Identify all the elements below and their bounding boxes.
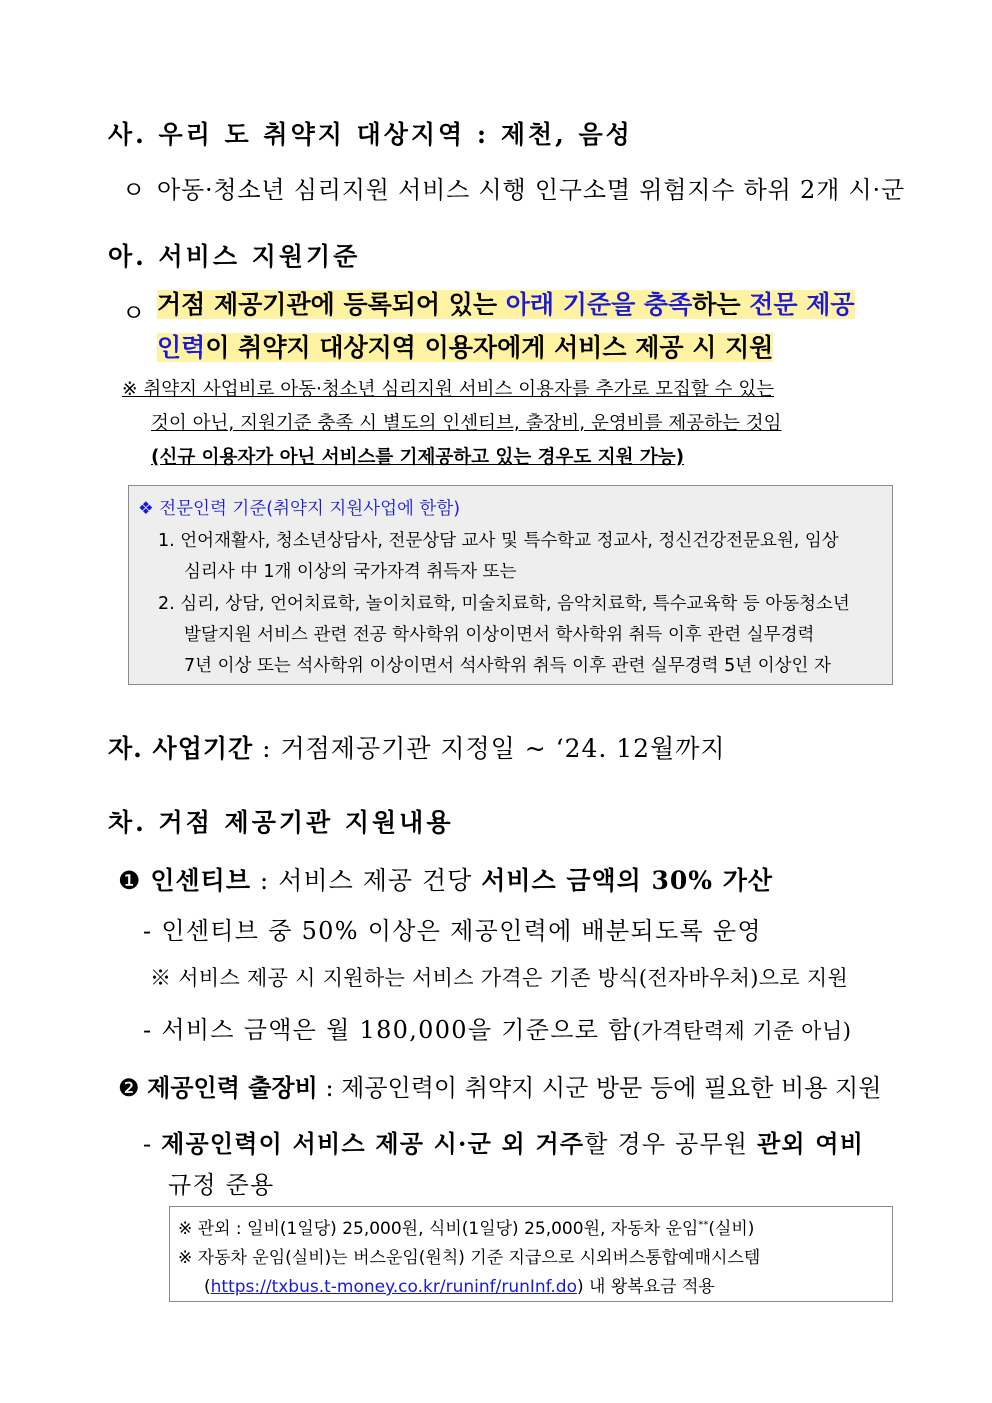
section-cha-heading: 차. 거점 제공기관 지원내용 xyxy=(108,808,454,837)
section-a-heading: 아. 서비스 지원기준 xyxy=(108,242,361,271)
support-1-note: ※ 서비스 제공 시 지원하는 서비스 가격은 기존 방식(전자바우처)으로 지원 xyxy=(150,966,849,990)
expert-item-1-line-1: 1. 언어재활사, 청소년상담사, 전문상담 교사 및 특수학교 정교사, 정신건강전문요원, 임상 xyxy=(158,531,839,551)
criteria-note-line-3: (신규 이용자가 아닌 서비스를 기제공하고 있는 경우도 지원 가능) xyxy=(151,447,685,468)
expert-item-2-line-3: 7년 이상 또는 석사학위 이상이면서 석사학위 취득 이후 관련 실무경력 5년 이상인 자 xyxy=(184,656,831,676)
expert-item-1-line-2: 심리사 中 1개 이상의 국가자격 취득자 또는 xyxy=(184,562,517,582)
support-1-detail-1: - 인센티브 중 50% 이상은 제공인력에 배분되도록 운영 xyxy=(143,917,762,945)
bus-reservation-link[interactable]: https://txbus.t-money.co.kr/runinf/runInf.do xyxy=(210,1277,577,1297)
expert-criteria-title: ❖ 전문인력 기준(취약지 지원사업에 한함) xyxy=(138,499,461,519)
travel-expense-box xyxy=(169,1206,893,1302)
support-2-detail-1: - 제공인력이 서비스 제공 시·군 외 거주할 경우 공무원 관외 여비 xyxy=(143,1129,865,1158)
expert-criteria-box xyxy=(128,485,893,685)
criteria-note-line-2: 것이 아닌, 지원기준 충족 시 별도의 인센티브, 출장비, 운영비를 제공하는 것임 xyxy=(151,413,782,434)
section-sa-heading: 사. 우리 도 취약지 대상지역 : 제천, 음성 xyxy=(108,120,633,149)
support-2-detail-1-line-2: 규정 준용 xyxy=(168,1171,275,1199)
travel-expense-line-1: ※ 관외 : 일비(1일당) 25,000원, 식비(1일당) 25,000원, 자동차 운임**(실비) xyxy=(178,1219,755,1239)
travel-expense-line-3: (https://txbus.t-money.co.kr/runinf/runInf.do) 내 왕복요금 적용 xyxy=(204,1277,715,1297)
section-a-bullet: ㅇ xyxy=(122,299,146,327)
support-1-detail-2: - 서비스 금액은 월 180,000을 기준으로 함(가격탄력제 기준 아님) xyxy=(143,1016,852,1044)
criteria-line-2: 인력이 취약지 대상지역 이용자에게 서비스 제공 시 지원 xyxy=(157,333,774,362)
expert-item-2-line-2: 발달지원 서비스 관련 전공 학사학위 이상이면서 학사학위 취득 이후 관련 실무경력 xyxy=(184,625,815,645)
travel-expense-line-2: ※ 자동차 운임(실비)는 버스운임(원칙) 기준 지급으로 시외버스통합예매시스템 xyxy=(178,1248,761,1268)
criteria-line-1: 거점 제공기관에 등록되어 있는 아래 기준을 충족하는 전문 제공 xyxy=(157,290,855,319)
criteria-note-line-1: ※ 취약지 사업비로 아동·청소년 심리지원 서비스 이용자를 추가로 모집할 수 있는 xyxy=(122,379,775,400)
section-sa-line: 아동·청소년 심리지원 서비스 시행 인구소멸 위험지수 하위 2개 시·군 xyxy=(157,176,905,204)
support-2-heading: ❷ 제공인력 출장비 : 제공인력이 취약지 시군 방문 등에 필요한 비용 지원 xyxy=(118,1073,882,1102)
number-2-icon: ❷ xyxy=(118,1074,140,1102)
number-1-icon: ❶ xyxy=(118,866,142,895)
section-sa-bullet: ㅇ xyxy=(122,176,146,204)
section-ja-heading: 자. 사업기간 : 거점제공기관 지정일 ~ ‘24. 12월까지 xyxy=(108,734,726,763)
support-1-heading: ❶ 인센티브 : 서비스 제공 건당 서비스 금액의 30% 가산 xyxy=(118,866,774,895)
expert-item-2-line-1: 2. 심리, 상담, 언어치료학, 놀이치료학, 미술치료학, 음악치료학, 특수교육학 등 아동청소년 xyxy=(158,594,850,614)
